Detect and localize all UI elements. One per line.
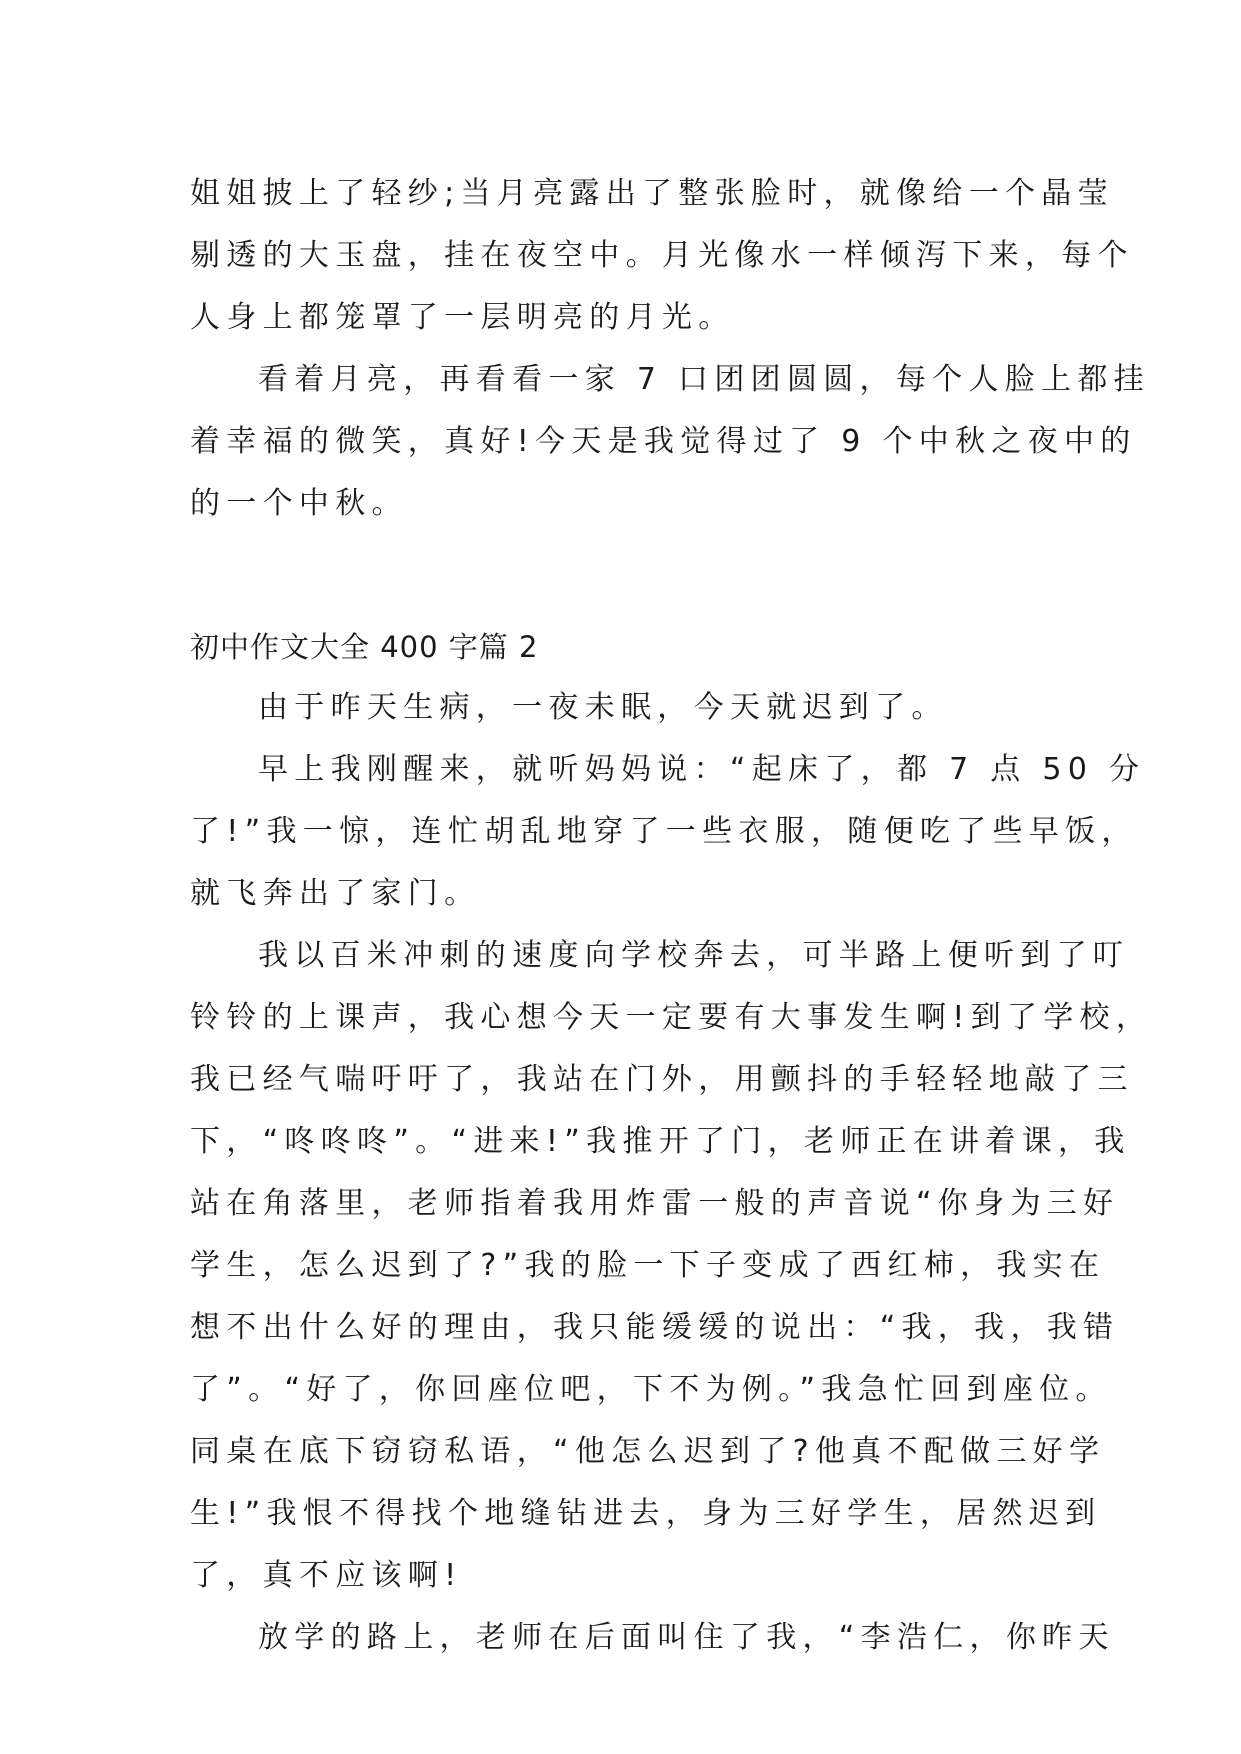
text-line: 了!”我一惊，连忙胡乱地穿了一些衣服，随便吃了些早饭， xyxy=(190,814,1138,849)
text-line: 同桌在底下窃窃私语，“他怎么迟到了?他真不配做三好学 xyxy=(190,1434,1106,1469)
text-line: 下，“咚咚咚”。“进来!”我推开了门，老师正在讲着课，我 xyxy=(190,1124,1131,1159)
text-line: 姐姐披上了轻纱;当月亮露出了整张脸时，就像给一个晶莹 xyxy=(190,176,1114,211)
paragraph-start-line: 我以百米冲刺的速度向学校奔去，可半路上便听到了叮 xyxy=(258,938,1130,973)
text-line: 我已经气喘吁吁了，我站在门外，用颤抖的手轻轻地敲了三 xyxy=(190,1062,1134,1097)
paragraph-start-line: 早上我刚醒来，就听妈妈说：“起床了，都 7 点 50 分 xyxy=(258,752,1146,787)
document-page xyxy=(190,163,1153,1669)
section-gap xyxy=(190,535,1056,617)
text-line: 生!”我恨不得找个地缝钻进去，身为三好学生，居然迟到 xyxy=(190,1496,1102,1531)
text-line: 了，真不应该啊! xyxy=(190,1558,463,1593)
text-line: 学生，怎么迟到了?”我的脸一下子变成了西红柿，我实在 xyxy=(190,1248,1106,1283)
text-line: 就飞奔出了家门。 xyxy=(190,876,481,911)
text-line: 了”。“好了，你回座位吧，下不为例。”我急忙回到座位。 xyxy=(190,1372,1112,1407)
text-line: 的一个中秋。 xyxy=(190,486,408,521)
paragraph-start-line: 放学的路上，老师在后面叫住了我，“李浩仁，你昨天 xyxy=(258,1620,1115,1655)
section-heading: 初中作文大全 400 字篇 2 xyxy=(190,630,539,664)
text-line: 想不出什么好的理由，我只能缓缓的说出：“我，我，我错 xyxy=(190,1310,1120,1345)
text-line: 铃铃的上课声，我心想今天一定要有大事发生啊!到了学校， xyxy=(190,1000,1153,1035)
text-line: 站在角落里，老师指着我用炸雷一般的声音说“你身为三好 xyxy=(190,1186,1120,1221)
text-line: 着幸福的微笑，真好!今天是我觉得过了 9 个中秋之夜中的 xyxy=(190,424,1137,459)
text-line: 人身上都笼罩了一层明亮的月光。 xyxy=(190,300,735,335)
text-line: 剔透的大玉盘，挂在夜空中。月光像水一样倾泻下来，每个 xyxy=(190,238,1134,273)
paragraph-start-line: 看着月亮，再看看一家 7 口团团圆圆，每个人脸上都挂 xyxy=(258,362,1150,397)
paragraph-start-line: 由于昨天生病，一夜未眠，今天就迟到了。 xyxy=(258,690,948,725)
